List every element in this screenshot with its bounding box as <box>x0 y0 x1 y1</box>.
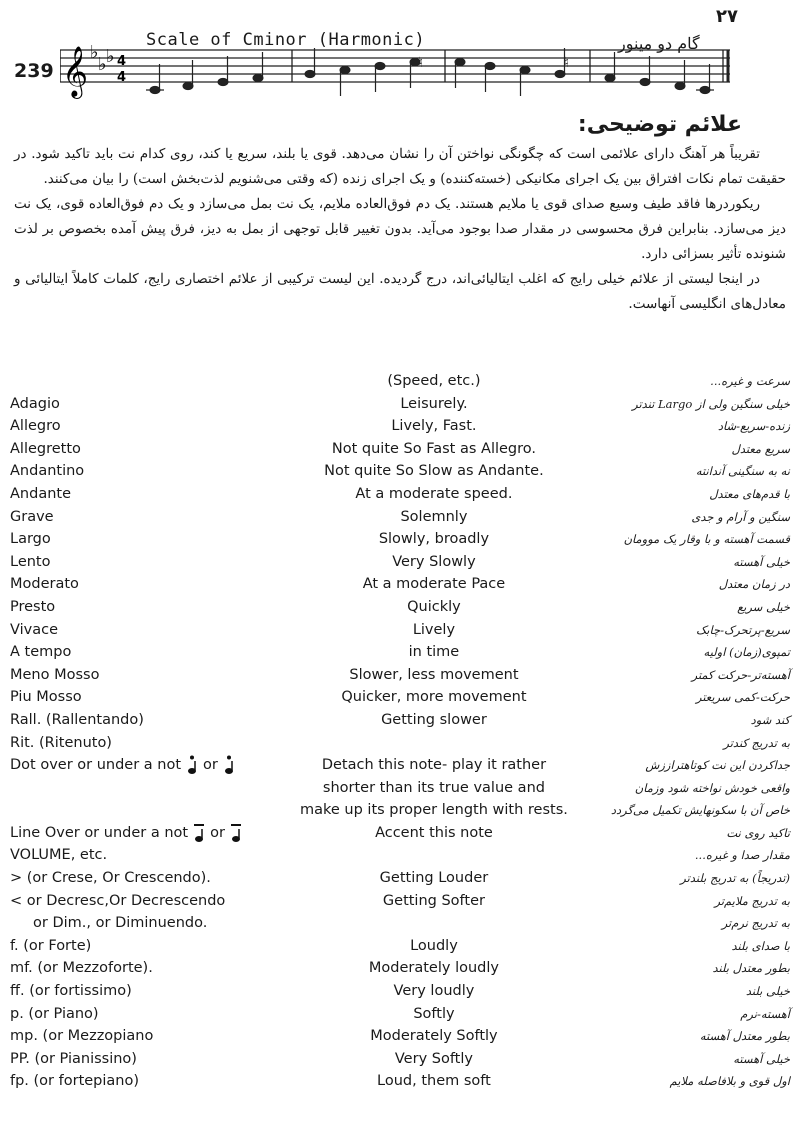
note-head <box>520 66 530 73</box>
italian-term <box>10 370 300 393</box>
italian-term <box>10 957 300 980</box>
persian-meaning: قسمت آهسته و با وقار یک موومان <box>623 532 790 547</box>
italian-term <box>10 777 300 800</box>
treble-clef-icon: 𝄞 <box>62 46 89 97</box>
italian-term <box>10 686 300 709</box>
italian-term-text: Allegro <box>10 418 61 435</box>
italian-term-text: Largo <box>10 531 51 548</box>
english-meaning: Very loudly <box>393 983 475 1000</box>
italian-term-text: A tempo <box>10 644 72 661</box>
italian-term <box>10 844 300 867</box>
term-row <box>10 551 790 574</box>
english-meaning: Lively <box>412 621 456 638</box>
term-row <box>10 709 790 732</box>
italian-term-text: Andantino <box>10 463 85 480</box>
term-row <box>10 483 790 506</box>
exercise-number: 239 <box>14 60 54 82</box>
italian-term <box>10 709 300 732</box>
persian-meaning: زنده-سریع-شاد <box>717 419 790 434</box>
persian-meaning: خیلی آهسته <box>733 1051 790 1066</box>
english-meaning <box>300 844 568 867</box>
english-meaning: Moderately loudly <box>368 960 499 977</box>
persian-meaning: سرعت و غیره... <box>710 374 790 388</box>
persian-meaning: جداکردن این نت کوتاهتراززش <box>645 758 790 773</box>
term-row <box>10 460 790 483</box>
term-row <box>10 1025 790 1048</box>
italian-term <box>10 890 300 913</box>
italian-term-text: Dot over or under a not <box>10 757 182 774</box>
italian-term <box>10 1025 300 1048</box>
note-head <box>605 74 615 81</box>
italian-term <box>10 912 300 935</box>
term-row <box>10 528 790 551</box>
italian-term-text: ff. (or fortissimo) <box>10 983 132 1000</box>
italian-term <box>10 483 300 506</box>
italian-term <box>10 664 300 687</box>
persian-meaning: خیلی آهسته <box>733 554 790 569</box>
persian-meaning: بطور معتدل بلند <box>712 961 790 976</box>
intro-paragraph: در اینجا لیستی از علائم خیلی رایج که اغلب ایتالیائی‌اند، درج گردیده. این لیست ترکیبی از علائم اختصاری رایج، کلمات کاملاً ایتالیائی و معادل‌های انگلیسی آنهاست. <box>14 271 786 312</box>
italian-term <box>10 980 300 1003</box>
english-meaning: shorter than its true value and <box>322 779 545 796</box>
italian-term <box>10 867 300 890</box>
italian-term <box>10 393 300 416</box>
italian-term <box>10 732 300 755</box>
english-meaning: Quicker, more movement <box>341 689 527 706</box>
italian-term-text: fp. (or fortepiano) <box>10 1073 140 1090</box>
italian-term-text: Vivace <box>10 621 58 638</box>
term-row <box>10 438 790 461</box>
italian-term <box>10 506 300 529</box>
scale-title: Scale of Cminor (Harmonic) <box>146 30 426 50</box>
persian-meaning: تاکید روی نت <box>726 825 790 840</box>
persian-meaning: اول قوی و بلافاصله ملایم <box>669 1074 790 1089</box>
italian-term-text: or Dim., or Diminuendo. <box>10 915 208 932</box>
english-meaning: Getting slower <box>381 711 487 728</box>
italian-term-text: Meno Mosso <box>10 666 100 683</box>
term-row <box>10 912 790 935</box>
or-word: or <box>210 824 225 841</box>
note-head <box>253 74 263 81</box>
persian-meaning: حرکت-کمی سریعتر <box>695 690 790 705</box>
persian-meaning: نه به سنگینی آندانته <box>695 464 790 479</box>
english-meaning: Lively, Fast. <box>391 418 477 435</box>
english-meaning: make up its proper length with rests. <box>300 802 568 819</box>
note-head <box>183 82 193 89</box>
note-head <box>340 66 350 73</box>
staff-lines <box>60 50 730 82</box>
italian-term-text: f. (or Forte) <box>10 937 92 954</box>
terms-table <box>10 370 790 1093</box>
italian-term <box>10 551 300 574</box>
italian-term <box>10 1048 300 1071</box>
english-meaning: in time <box>408 644 460 661</box>
italian-term-text: Lento <box>10 553 51 570</box>
english-meaning: Solemnly <box>400 508 468 525</box>
note-head <box>218 78 228 85</box>
italian-term-text: Line Over or under a not <box>10 824 189 841</box>
english-meaning: Very Slowly <box>392 553 476 570</box>
english-meaning: Slower, less movement <box>349 666 519 683</box>
term-row <box>10 573 790 596</box>
english-meaning: Not quite So Slow as Andante. <box>324 463 544 480</box>
persian-meaning: با قدم‌های معتدل <box>709 486 790 501</box>
english-meaning <box>300 732 568 755</box>
term-row <box>10 732 790 755</box>
term-row <box>10 370 790 393</box>
persian-meaning: مقدار صدا و غیره... <box>694 848 790 863</box>
italian-term-text: Piu Mosso <box>10 689 82 706</box>
term-row <box>10 686 790 709</box>
persian-meaning: با صدای بلند <box>731 938 790 953</box>
english-meaning: Leisurely. <box>400 395 468 412</box>
staccato-note-icon <box>185 755 199 775</box>
persian-meaning: خیلی سریع <box>737 599 790 614</box>
persian-meaning: تمپوی(زمان) اولیه <box>703 645 790 660</box>
persian-meaning: در زمان معتدل <box>718 577 790 592</box>
term-row <box>10 799 790 822</box>
note-head <box>375 62 385 69</box>
intro-paragraph: تقریباً هر آهنگ دارای علائمی است که چگونگی نواختن آن را نشان می‌دهد. قوی یا بلند، سریع یا کند، روی کدام نت باید تاکید شود. در حقیقت تمام نکات افتراق بین یک اجرای مکانیکی (خسته‌کننده) و یک اجرای زنده (که وقتی می‌شنویم لذت‌بخش است) را بیان می‌کنند. <box>14 146 786 187</box>
italian-term <box>10 822 300 845</box>
term-row <box>10 867 790 890</box>
english-meaning: (Speed, etc.) <box>387 373 481 389</box>
term-row <box>10 415 790 438</box>
english-meaning: At a moderate Pace <box>362 576 506 593</box>
italian-term-text: mf. (or Mezzoforte). <box>10 960 153 977</box>
note-head <box>675 82 685 89</box>
time-signature-bottom: 4 <box>117 70 127 85</box>
english-meaning: Softly <box>413 1005 455 1022</box>
italian-term <box>10 754 300 777</box>
natural-sign-icon: ♮ <box>418 55 424 71</box>
section-heading: علائم توضیحی: <box>577 112 742 137</box>
staccato-note-icon <box>222 755 236 775</box>
english-meaning: Detach this note- play it rather <box>321 757 547 774</box>
term-row <box>10 777 790 800</box>
english-meaning: Quickly <box>407 598 461 615</box>
note-head <box>555 70 565 77</box>
term-row <box>10 506 790 529</box>
persian-meaning: به تدریج کندتر <box>723 735 790 750</box>
term-row <box>10 664 790 687</box>
flat-icon: ♭ <box>90 42 99 63</box>
english-meaning: Not quite So Fast as Allegro. <box>331 440 536 457</box>
italian-term-text: p. (or Piano) <box>10 1005 99 1022</box>
term-row <box>10 957 790 980</box>
italian-term <box>10 415 300 438</box>
italian-term <box>10 619 300 642</box>
italian-term <box>10 1003 300 1026</box>
page-number: ۲۷ <box>716 6 738 27</box>
persian-meaning: خاص آن با سکونهایش تکمیل می‌گردد <box>610 803 790 818</box>
persian-meaning: آهسته-نرم <box>740 1006 790 1021</box>
english-meaning <box>300 912 568 935</box>
intro-paragraph: ریکوردرها فاقد طیف وسیع صدای قوی یا ملایم هستند. یک دم فوق‌العاده ملایم، یک نت بمل می‌سازد و یک دم فوق‌العاده قوی، یک نت دیز می‌سازد. بنابراین فرق محسوسی در مقدار صدا بوجود می‌آید. بدون تغییر قابل توجهی از بمل به دیز، فرق پیش آمده بخصوص بر لذت شنونده تأثیر بسزائی دارد. <box>14 196 786 262</box>
time-signature-top: 4 <box>117 54 127 69</box>
italian-term-text: Presto <box>10 598 56 615</box>
persian-meaning: کند شود <box>750 712 790 727</box>
note-head <box>485 62 495 69</box>
english-meaning: At a moderate speed. <box>355 485 513 502</box>
flat-icon: ♭ <box>106 46 115 67</box>
term-row <box>10 980 790 1003</box>
term-row <box>10 1048 790 1071</box>
english-meaning: Very Softly <box>394 1050 473 1067</box>
english-meaning: Accent this note <box>375 824 493 841</box>
term-row <box>10 619 790 642</box>
term-row <box>10 935 790 958</box>
note-head <box>640 78 650 85</box>
persian-meaning: خیلی بلند <box>745 984 790 999</box>
natural-sign-icon: ♮ <box>564 55 570 71</box>
italian-term-text: VOLUME, etc. <box>10 847 108 864</box>
persian-meaning: به تدریج نرم‌تر <box>721 916 790 931</box>
term-row <box>10 822 790 845</box>
scale-title-persian: گام دو مینور <box>618 34 700 53</box>
music-staff <box>60 40 740 100</box>
italian-term-text: PP. (or Pianissino) <box>10 1050 137 1067</box>
italian-term <box>10 799 300 822</box>
italian-term <box>10 460 300 483</box>
italian-term-text: Rall. (Rallentando) <box>10 711 144 728</box>
term-row <box>10 1070 790 1093</box>
persian-meaning: سنگین و آرام و جدی <box>691 509 790 524</box>
term-row <box>10 844 790 867</box>
english-meaning: Slowly, broadly <box>378 531 490 548</box>
italian-term-text: Allegretto <box>10 440 81 457</box>
italian-term-text: Grave <box>10 508 54 525</box>
italian-term-text: Adagio <box>10 395 60 412</box>
persian-meaning: به تدریج ملایم‌تر <box>714 893 790 908</box>
persian-meaning: (تدریجاً) به تدریج بلندتر <box>680 871 790 886</box>
term-row <box>10 890 790 913</box>
accent-note-icon <box>192 823 206 843</box>
persian-meaning: واقعی خودش نواخته شود وزمان <box>634 780 790 795</box>
english-meaning: Moderately Softly <box>370 1028 498 1045</box>
note-head <box>455 58 465 65</box>
italian-term <box>10 528 300 551</box>
english-meaning: Getting Louder <box>379 870 489 887</box>
italian-term <box>10 573 300 596</box>
italian-term <box>10 438 300 461</box>
italian-term <box>10 641 300 664</box>
persian-meaning: سریع-پرتحرک-چابک <box>696 622 790 637</box>
persian-meaning: بطور معتدل آهسته <box>699 1029 790 1044</box>
accent-note-icon <box>229 823 243 843</box>
intro-text <box>14 142 786 317</box>
italian-term-text: Rit. (Ritenuto) <box>10 734 112 751</box>
italian-term <box>10 935 300 958</box>
italian-term-text: mp. (or Mezzopiano <box>10 1028 154 1045</box>
english-meaning: Loudly <box>410 937 458 954</box>
term-row <box>10 754 790 777</box>
italian-term <box>10 1070 300 1093</box>
english-meaning: Loud, them soft <box>377 1073 491 1090</box>
italian-term <box>10 596 300 619</box>
italian-term-text: > (or Crese, Or Crescendo). <box>10 870 211 887</box>
italian-term-text: < or Decresc,Or Decrescendo <box>10 892 226 909</box>
persian-meaning: سریع معتدل <box>731 441 790 456</box>
note-head <box>305 70 315 77</box>
persian-meaning: خیلی سنگین ولی از Largo تندتر <box>632 396 790 411</box>
term-row <box>10 641 790 664</box>
term-row <box>10 1003 790 1026</box>
term-row <box>10 596 790 619</box>
english-meaning: Getting Softer <box>382 892 485 909</box>
persian-meaning: آهسته‌تر-حرکت کمتر <box>691 667 790 682</box>
italian-term-text: Andante <box>10 485 71 502</box>
or-word: or <box>203 757 218 774</box>
term-row <box>10 393 790 416</box>
italian-term-text: Moderato <box>10 576 79 593</box>
flat-icon: ♭ <box>98 54 107 75</box>
